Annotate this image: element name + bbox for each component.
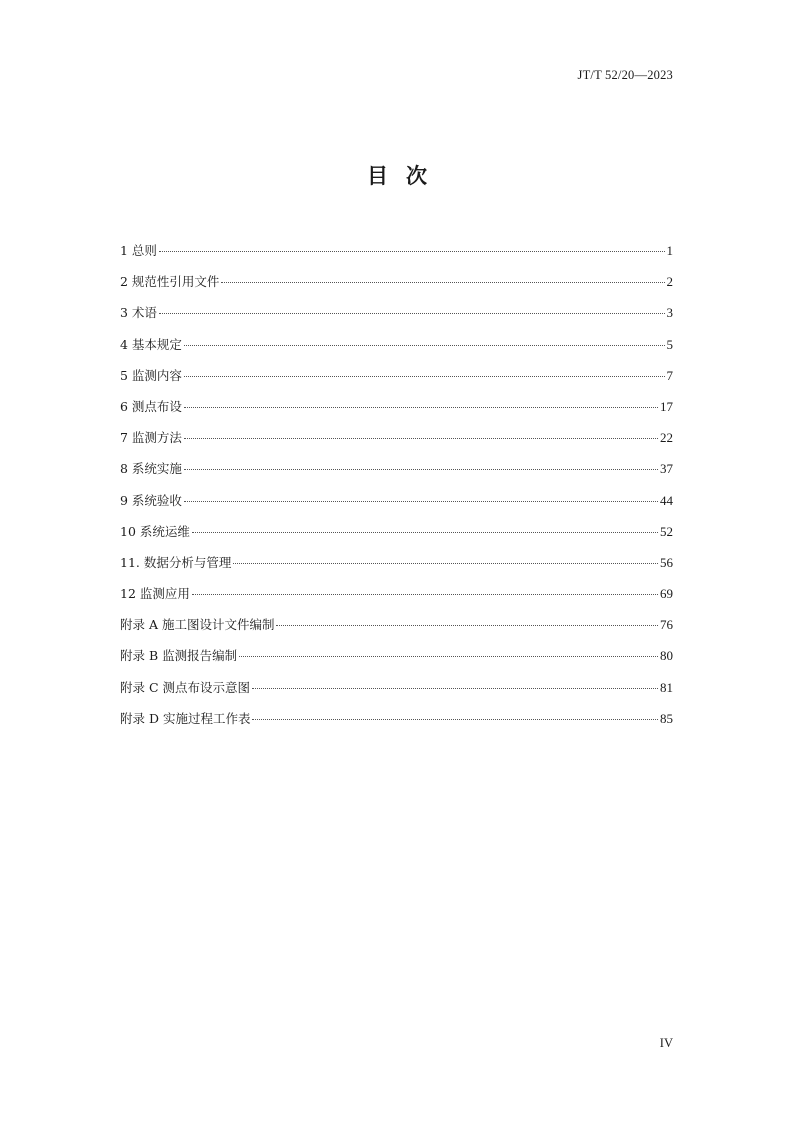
- toc-entry-page: 76: [660, 617, 673, 633]
- toc-entry[interactable]: [120, 428, 673, 459]
- toc-leader-dots: [276, 625, 658, 626]
- toc-leader-dots: [184, 345, 665, 346]
- toc-entry[interactable]: [120, 553, 673, 584]
- toc-entry-label: 12 监测应用: [120, 586, 190, 602]
- toc-entry[interactable]: [120, 646, 673, 677]
- table-of-contents: [120, 241, 673, 740]
- toc-entry-label: 1 总则: [120, 243, 157, 258]
- toc-entry-label: 2 规范性引用文件: [120, 274, 220, 290]
- toc-entry-page: 5: [666, 336, 673, 352]
- toc-entry-page: 69: [660, 586, 673, 602]
- toc-entry-page: 44: [660, 492, 673, 508]
- toc-entry-page: 37: [660, 461, 673, 477]
- toc-entry[interactable]: [120, 709, 673, 740]
- toc-leader-dots: [184, 501, 658, 502]
- toc-entry[interactable]: [120, 615, 673, 646]
- document-code: JT/T 52/20—2023: [577, 68, 673, 82]
- toc-entry-label: 附录 B 监测报告编制: [120, 648, 238, 664]
- toc-entry[interactable]: [120, 272, 673, 303]
- toc-entry-page: 2: [666, 274, 673, 290]
- toc-entry[interactable]: [120, 522, 673, 553]
- toc-entry-label: 3 术语: [120, 305, 157, 321]
- toc-leader-dots: [159, 313, 665, 314]
- toc-leader-dots: [184, 407, 658, 408]
- toc-entry-label: 附录 D 实施过程工作表: [120, 710, 251, 726]
- toc-leader-dots: [221, 282, 664, 283]
- toc-entry[interactable]: [120, 366, 673, 397]
- toc-entry-label: 11. 数据分析与管理: [120, 554, 232, 570]
- toc-entry-label: 4 基本规定: [120, 336, 182, 352]
- toc-entry-label: 附录 A 施工图设计文件编制: [120, 617, 275, 633]
- toc-entry[interactable]: [120, 491, 673, 522]
- toc-entry-page: 81: [660, 679, 673, 695]
- toc-entry[interactable]: [120, 397, 673, 428]
- toc-entry-label: 10 系统运维: [120, 523, 190, 539]
- toc-entry[interactable]: [120, 303, 673, 334]
- toc-leader-dots: [184, 376, 665, 377]
- toc-leader-dots: [192, 532, 658, 533]
- toc-entry-page: 22: [660, 430, 673, 446]
- toc-entry[interactable]: [120, 584, 673, 615]
- toc-entry-page: 56: [660, 554, 673, 570]
- toc-entry-page: 52: [660, 523, 673, 539]
- toc-entry[interactable]: [120, 678, 673, 709]
- toc-entry-page: 3: [666, 305, 673, 321]
- toc-leader-dots: [252, 688, 658, 689]
- toc-entry-page: 17: [660, 398, 673, 414]
- toc-leader-dots: [192, 594, 658, 595]
- toc-entry-page: 80: [660, 648, 673, 664]
- toc-entry-page: 7: [666, 367, 673, 383]
- toc-entry[interactable]: [120, 335, 673, 366]
- toc-entry-label: 5 监测内容: [120, 367, 182, 383]
- toc-entry[interactable]: [120, 459, 673, 490]
- toc-entry-label: 9 系统验收: [120, 492, 182, 508]
- toc-entry-label: 6 测点布设: [120, 398, 182, 414]
- toc-leader-dots: [239, 656, 658, 657]
- page-number: IV: [659, 1036, 673, 1050]
- toc-entry-page: 85: [660, 710, 673, 726]
- toc-entry-page: 1: [666, 243, 673, 258]
- toc-entry-label: 附录 C 测点布设示意图: [120, 679, 251, 695]
- toc-leader-dots: [233, 563, 658, 564]
- toc-leader-dots: [184, 438, 658, 439]
- toc-leader-dots: [159, 251, 665, 252]
- toc-entry-label: 7 监测方法: [120, 430, 182, 446]
- toc-entry-label: 8 系统实施: [120, 461, 182, 477]
- page-title: 目次: [367, 164, 445, 188]
- toc-leader-dots: [252, 719, 658, 720]
- toc-entry[interactable]: [120, 241, 673, 272]
- toc-leader-dots: [184, 469, 658, 470]
